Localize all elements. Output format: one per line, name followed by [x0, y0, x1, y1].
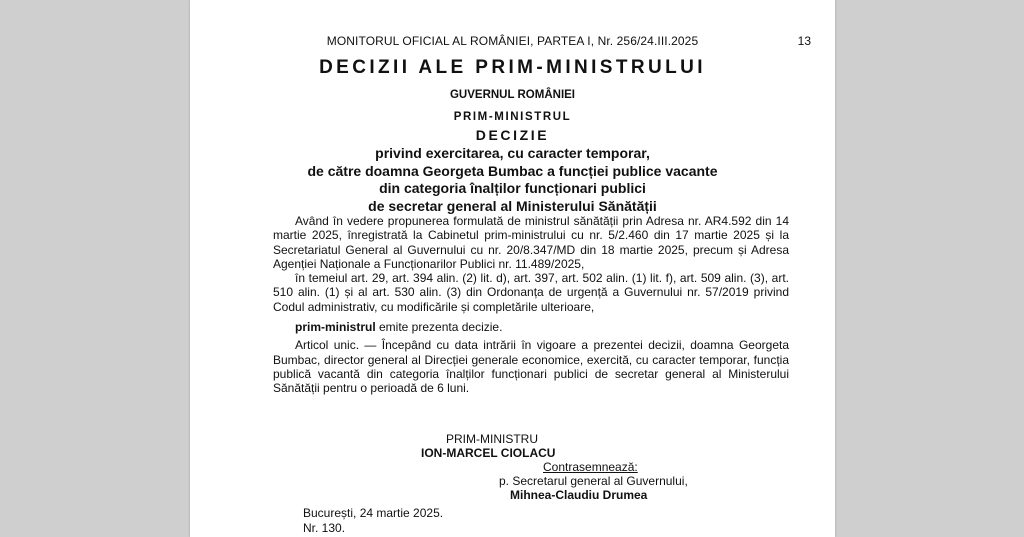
signatory-title: PRIM-MINISTRU — [446, 432, 538, 446]
signatory-name: ION-MARCEL CIOLACU — [421, 446, 556, 460]
document-page — [190, 0, 835, 537]
enacting-subject: prim-ministrul — [295, 320, 376, 335]
document-type: DECIZIE — [475, 127, 550, 143]
document-subject — [190, 145, 835, 215]
page-number: 13 — [797, 34, 811, 48]
countersign-label: Contrasemnează: — [543, 460, 638, 474]
enacting-text: emite prezenta decizie. — [375, 320, 503, 335]
subject-line: de către doamna Georgeta Bumbac a funcției publice vacante — [307, 162, 718, 179]
place-date: București, 24 martie 2025. — [303, 506, 444, 520]
decision-number: Nr. 130. — [303, 521, 346, 535]
section-title: DECIZII ALE PRIM-MINISTRULUI — [319, 57, 706, 78]
issuer: GUVERNUL ROMÂNIEI — [449, 89, 576, 101]
subject-line: din categoria înalților funcționari publici — [379, 180, 646, 196]
preamble-paragraph: Având în vedere propunerea formulată de ministrul sănătății prin Adresa nr. AR4.592 din 14 martie 2025, înregistrată la Cabinetul prim-ministrului cu nr. 5/2.460 din 17 martie 2025 și la Secretariatul General al Guvernului cu nr. 20/8.347/MD din 18 martie 2025, precum și Adresa Agenției Naționale a Funcționarilor Publici nr. 11.489/2025, — [273, 214, 789, 271]
sole-article: Articol unic. — Începând cu data intrării în vigoare a prezentei decizii, doamna Georgeta Bumbac, director general al Direcției generale economice, exercită, cu caracter temporar, funcția publică vacantă din categoria înalților funcționari publici de secretar general al Ministerului Sănătății pentru o perioadă de 6 luni. — [273, 338, 789, 396]
legal-basis-paragraph: în temeiul art. 29, art. 394 alin. (2) lit. d), art. 397, art. 502 alin. (1) lit. f), art. 509 alin. (3), art. 510 alin. (1) și al art. 530 alin. (3) din Ordonanța de urgență a Guvernului nr. 57/2019 privind Codul administrativ, cu modificările și completările ulterioare, — [273, 271, 789, 314]
subject-line: privind exercitarea, cu caracter temporar, — [375, 145, 650, 161]
countersign-name: Mihnea-Claudiu Drumea — [510, 488, 648, 502]
enacting-clause — [273, 320, 789, 334]
issuer-office: PRIM-MINISTRUL — [453, 111, 572, 123]
subject-line: de secretar general al Ministerului Sănătății — [368, 197, 657, 214]
document-body — [273, 214, 789, 396]
running-head: MONITORUL OFICIAL AL ROMÂNIEI, PARTEA I, Nr. 256/24.III.2025 — [326, 34, 699, 48]
countersign-role: p. Secretarul general al Guvernului, — [499, 474, 688, 488]
